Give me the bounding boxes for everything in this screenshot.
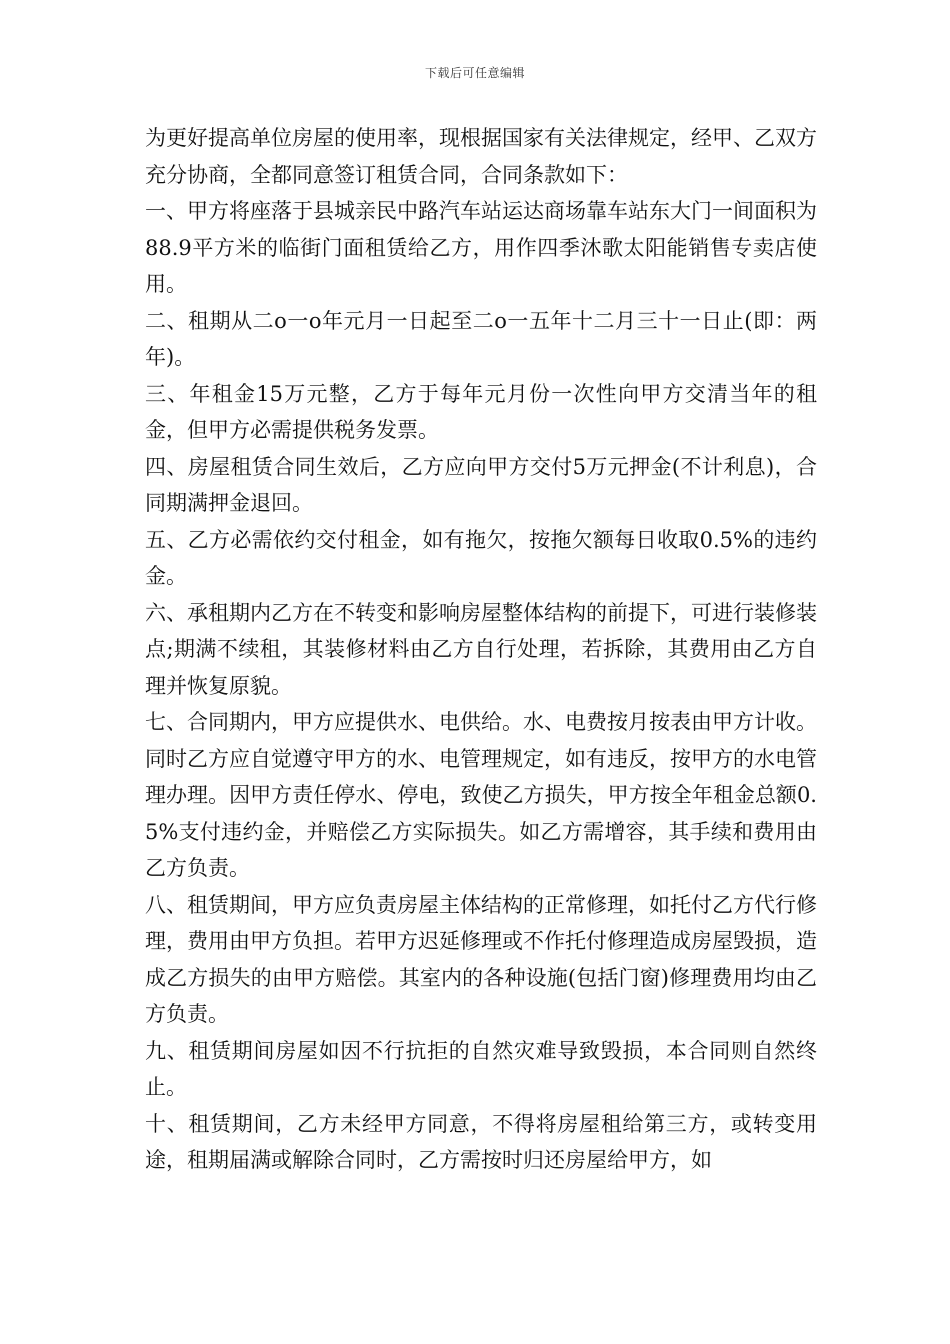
paragraph-clause-7: 七、合同期内，甲方应提供水、电供给。水、电费按月按表由甲方计收。同时乙方应自觉遵守甲方的水、电管理规定，如有违反，按甲方的水电管理办理。因甲方责任停水、停电，致使乙方损失，甲方按全年租金总额0.5%支付违约金，并赔偿乙方实际损失。如乙方需增容，其手续和费用由乙方负责。 [145,710,817,880]
paragraph-clause-1: 一、甲方将座落于县城亲民中路汽车站运达商场靠车站东大门一间面积为88.9平方米的临街门面租赁给乙方，用作四季沐歌太阳能销售专卖店使用。 [145,199,817,296]
paragraph-clause-6: 六、承租期内乙方在不转变和影响房屋整体结构的前提下，可进行装修装点;期满不续租，其装修材料由乙方自行处理，若拆除，其费用由乙方自理并恢复原貌。 [145,600,817,698]
paragraph-clause-10: 十、租赁期间，乙方未经甲方同意，不得将房屋租给第三方，或转变用途，租期届满或解除合同时，乙方需按时归还房屋给甲方，如 [145,1111,817,1172]
paragraph-clause-3: 三、年租金15万元整，乙方于每年元月份一次性向甲方交清当年的租金，但甲方必需提供税务发票。 [145,381,817,442]
paragraph-clause-8: 八、租赁期间，甲方应负责房屋主体结构的正常修理，如托付乙方代行修理，费用由甲方负担。若甲方迟延修理或不作托付修理造成房屋毁损，造成乙方损失的由甲方赔偿。其室内的各种设施(包括门窗)修理费用均由乙方负责。 [145,892,817,1026]
paragraph-clause-5: 五、乙方必需依约交付租金，如有拖欠，按拖欠额每日收取0.5%的违约金。 [145,527,817,588]
header-note: 下载后可任意编辑 [424,66,525,80]
paragraph-clause-4: 四、房屋租赁合同生效后，乙方应向甲方交付5万元押金(不计利息)，合同期满押金退回。 [145,454,817,515]
paragraph-intro: 为更好提高单位房屋的使用率，现根据国家有关法律规定，经甲、乙双方充分协商，全都同意签订租赁合同，合同条款如下： [145,126,817,187]
paragraph-clause-9: 九、租赁期间房屋如因不行抗拒的自然灾难导致毁损，本合同则自然终止。 [145,1038,817,1099]
paragraph-clause-2: 二、租期从二o一o年元月一日起至二o一五年十二月三十一日止(即：两年)。 [145,308,817,369]
contract-body [145,120,817,1179]
